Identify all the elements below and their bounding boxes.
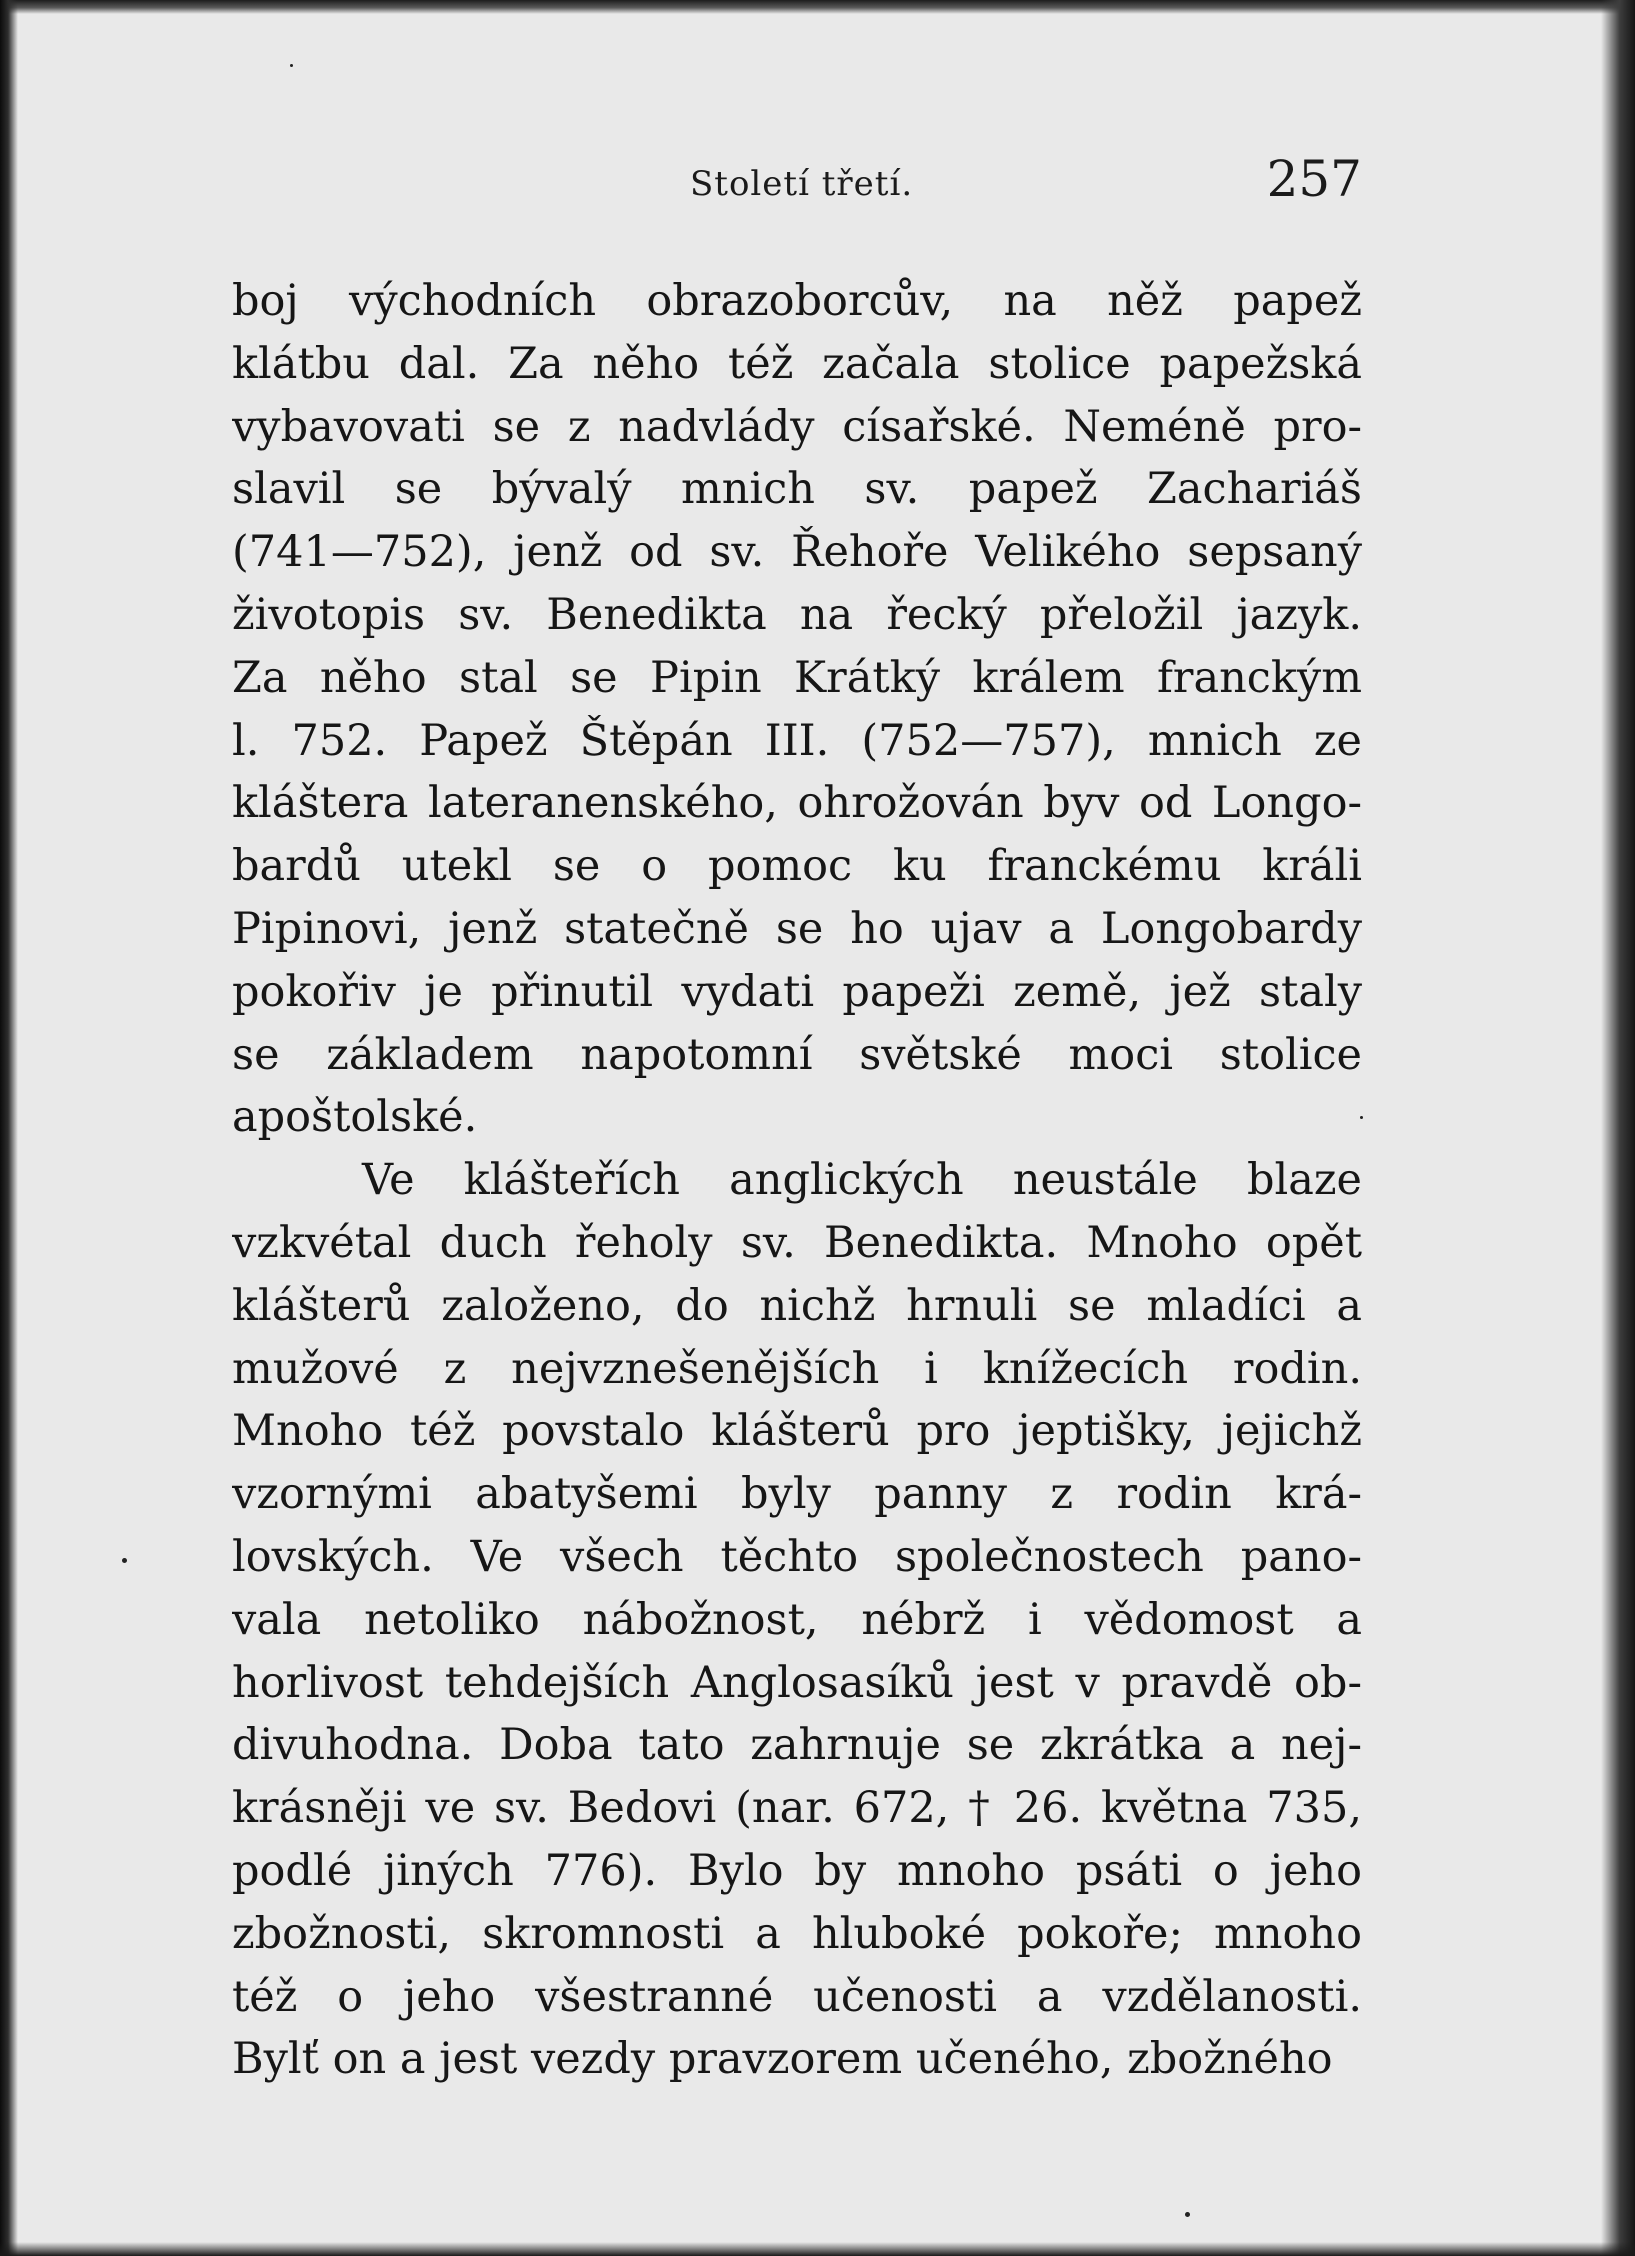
text-line: klátbu dal. Za něho též začala stolice papežská xyxy=(232,338,1362,389)
left-binding-shadow xyxy=(0,0,18,2256)
scan-speck xyxy=(290,64,293,67)
text-line: pokořiv je přinutil vydati papeži země, jež staly xyxy=(232,966,1362,1017)
text-line: kláštera lateranenského, ohrožován byv od Longo- xyxy=(232,778,1362,829)
bottom-page-shadow xyxy=(0,2242,1635,2256)
text-line: lovských. Ve všech těchto společnostech pano- xyxy=(232,1531,1362,1582)
text-line: se základem napotomní světské moci stolice xyxy=(232,1029,1362,1080)
text-line: Mnoho též povstalo klášterů pro jeptišky, jejichž xyxy=(232,1406,1362,1457)
scan-speck xyxy=(1185,2212,1190,2217)
text-line: mužové z nejvznešenějších i knížecích rodin. xyxy=(232,1343,1362,1394)
right-page-shadow xyxy=(1601,0,1635,2256)
text-line: krásněji ve sv. Bedovi (nar. 672, † 26. května 735, xyxy=(232,1783,1362,1834)
text-line: Bylť on a jest vezdy pravzorem učeného, zbožného xyxy=(232,2034,1333,2085)
running-head: Století třetí. xyxy=(690,164,914,204)
body-text xyxy=(232,270,1362,2091)
text-line: bardů utekl se o pomoc ku franckému králi xyxy=(232,841,1362,892)
scan-speck xyxy=(1360,1116,1363,1119)
text-line: též o jeho všestranné učenosti a vzdělanosti. xyxy=(232,1971,1362,2022)
top-page-shadow xyxy=(0,0,1635,14)
text-line: slavil se bývalý mnich sv. papež Zachariáš xyxy=(232,464,1362,515)
text-line: l. 752. Papež Štěpán III. (752—757), mnich ze xyxy=(232,715,1362,766)
page-header xyxy=(232,150,1362,216)
page-number: 257 xyxy=(1266,150,1362,208)
text-line: zbožnosti, skromnosti a hluboké pokoře; mnoho xyxy=(232,1908,1362,1959)
text-line: životopis sv. Benedikta na řecký přeložil jazyk. xyxy=(232,589,1362,640)
text-line: podlé jiných 776). Bylo by mnoho psáti o jeho xyxy=(232,1845,1362,1896)
text-line: boj východních obrazoborcův, na něž papež xyxy=(232,276,1362,326)
text-line: divuhodna. Doba tato zahrnuje se zkrátka a nej- xyxy=(232,1720,1362,1771)
paragraph-first-line: Ve klášteřích anglických neustále blaze xyxy=(362,1155,1362,1206)
scan-speck xyxy=(122,1558,127,1563)
text-line: klášterů založeno, do nichž hrnuli se mladíci a xyxy=(232,1280,1362,1331)
text-line: vzornými abatyšemi byly panny z rodin krá- xyxy=(232,1469,1362,1520)
text-line: Za něho stal se Pipin Krátký králem franckým xyxy=(232,652,1362,703)
text-line: horlivost tehdejších Anglosasíků jest v pravdě ob- xyxy=(232,1657,1362,1708)
text-line: vzkvétal duch řeholy sv. Benedikta. Mnoho opět xyxy=(232,1217,1362,1268)
text-line: vala netoliko nábožnost, nébrž i vědomost a xyxy=(232,1594,1362,1645)
text-line: Pipinovi, jenž statečně se ho ujav a Longobardy xyxy=(232,903,1362,954)
text-line: vybavovati se z nadvlády císařské. Neméně pro- xyxy=(232,401,1362,452)
text-line: (741—752), jenž od sv. Řehoře Velikého sepsaný xyxy=(232,527,1362,578)
paragraph-end-line: apoštolské. xyxy=(232,1092,478,1143)
